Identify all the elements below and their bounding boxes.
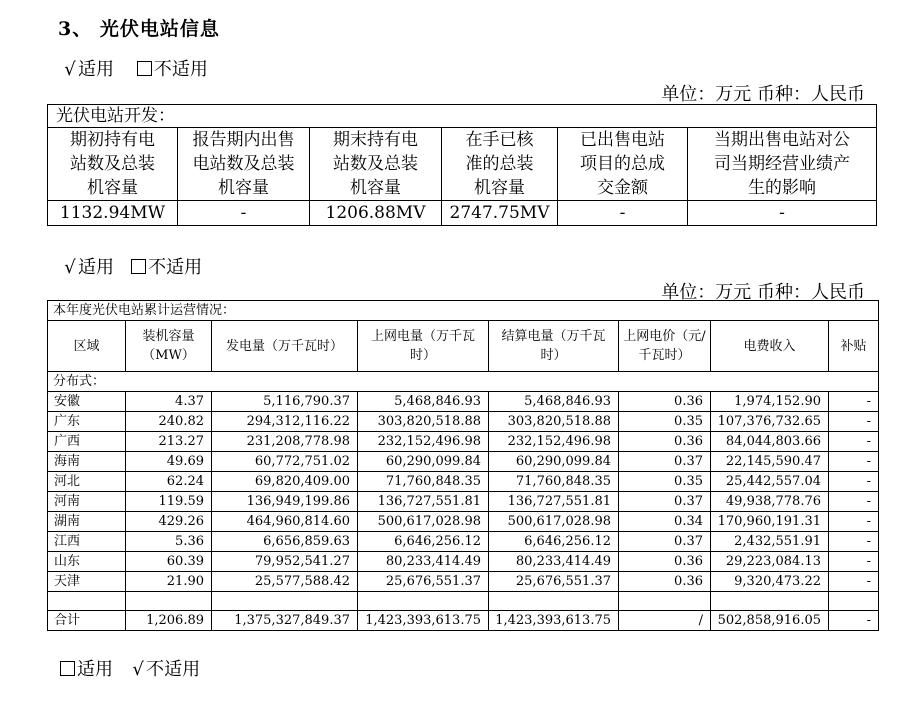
table-row [48, 492, 879, 512]
value-cell: 2747.75MV [442, 201, 558, 226]
value-cell: - [178, 201, 310, 226]
region-cell: 江西 [48, 532, 126, 552]
empty-checkbox-icon [131, 259, 146, 274]
value-cell: 0.36 [619, 392, 711, 412]
value-cell: - [829, 492, 879, 512]
value-cell: 294,312,116.22 [212, 412, 358, 432]
value-cell: 49,938,778.76 [711, 492, 829, 512]
value-cell: 25,442,557.04 [711, 472, 829, 492]
value-cell: 303,820,518.88 [358, 412, 489, 432]
development-value-row [48, 201, 877, 226]
value-cell: 0.35 [619, 472, 711, 492]
value-cell: 232,152,496.98 [358, 432, 489, 452]
table-row [48, 572, 879, 592]
value-cell: 25,676,551.37 [358, 572, 489, 592]
header-cell: 上网电量（万千瓦 时） [358, 321, 489, 372]
value-cell: - [558, 201, 688, 226]
value-cell: 60,772,751.02 [212, 452, 358, 472]
applicable-label: 适用 [77, 659, 113, 680]
value-cell: 232,152,496.98 [489, 432, 619, 452]
checkmark-icon: √ [64, 257, 76, 278]
value-cell: 136,727,551.81 [489, 492, 619, 512]
table-row [48, 412, 879, 432]
value-cell: 71,760,848.35 [358, 472, 489, 492]
total-cell: 合计 [48, 611, 126, 631]
region-cell: 广东 [48, 412, 126, 432]
total-cell: 1,206.89 [126, 611, 212, 631]
development-caption: 光伏电站开发： [48, 105, 877, 128]
value-cell: 62.24 [126, 472, 212, 492]
header-cell: 报告期内出售 电站数及总装 机容量 [178, 128, 310, 201]
header-cell: 发电量（万千瓦时） [212, 321, 358, 372]
header-cell: 期初持有电 站数及总装 机容量 [48, 128, 178, 201]
value-cell: 240.82 [126, 412, 212, 432]
table-row [48, 532, 879, 552]
value-cell: - [829, 472, 879, 492]
total-cell: 502,858,916.05 [711, 611, 829, 631]
applicable-label: 适用 [78, 59, 114, 80]
value-cell: 60,290,099.84 [489, 452, 619, 472]
value-cell: - [829, 552, 879, 572]
pv-development-table [47, 104, 877, 226]
region-cell: 湖南 [48, 512, 126, 532]
value-cell: 231,208,778.98 [212, 432, 358, 452]
value-cell: - [829, 412, 879, 432]
value-cell: 5,116,790.37 [212, 392, 358, 412]
header-cell: 当期出售电站对公 司当期经营业绩产 生的影响 [688, 128, 877, 201]
unit-currency-note: 单位：万元 币种：人民币 [661, 282, 865, 303]
total-cell: / [619, 611, 711, 631]
value-cell: 107,376,732.65 [711, 412, 829, 432]
value-cell: - [829, 452, 879, 472]
group-label-distributed: 分布式： [48, 372, 879, 392]
header-cell: 上网电价（元/ 千瓦时） [619, 321, 711, 372]
value-cell: 9,320,473.22 [711, 572, 829, 592]
value-cell: - [829, 512, 879, 532]
value-cell: 429.26 [126, 512, 212, 532]
header-cell: 装机容量 （MW） [126, 321, 212, 372]
value-cell: 60,290,099.84 [358, 452, 489, 472]
value-cell: 1206.88MV [310, 201, 442, 226]
value-cell: 500,617,028.98 [358, 512, 489, 532]
region-cell: 海南 [48, 452, 126, 472]
value-cell: 6,656,859.63 [212, 532, 358, 552]
value-cell: - [829, 532, 879, 552]
value-cell: 0.37 [619, 452, 711, 472]
value-cell: 5.36 [126, 532, 212, 552]
value-cell: 0.37 [619, 532, 711, 552]
value-cell: 2,432,551.91 [711, 532, 829, 552]
operations-caption: 本年度光伏电站累计运营情况： [48, 301, 879, 321]
region-cell: 河北 [48, 472, 126, 492]
region-cell: 安徽 [48, 392, 126, 412]
table-row [48, 512, 879, 532]
value-cell: 4.37 [126, 392, 212, 412]
value-cell: - [829, 392, 879, 412]
value-cell: 6,646,256.12 [489, 532, 619, 552]
header-cell: 区域 [48, 321, 126, 372]
header-cell: 补贴 [829, 321, 879, 372]
value-cell: - [829, 432, 879, 452]
total-cell: 1,423,393,613.75 [358, 611, 489, 631]
blank-row [48, 592, 879, 611]
header-cell: 电费收入 [711, 321, 829, 372]
value-cell: 69,820,409.00 [212, 472, 358, 492]
header-cell: 在手已核 准的总装 机容量 [442, 128, 558, 201]
value-cell: 0.36 [619, 432, 711, 452]
not-applicable-label: 不适用 [146, 659, 201, 680]
applicability-option-3 [60, 655, 200, 681]
applicability-option-1 [62, 55, 208, 81]
value-cell: 1132.94MW [48, 201, 178, 226]
value-cell: - [688, 201, 877, 226]
table-row [48, 452, 879, 472]
value-cell: 136,949,199.86 [212, 492, 358, 512]
applicable-label: 适用 [78, 257, 114, 278]
value-cell: 71,760,848.35 [489, 472, 619, 492]
region-cell: 天津 [48, 572, 126, 592]
value-cell: 0.35 [619, 412, 711, 432]
value-cell: 25,577,588.42 [212, 572, 358, 592]
value-cell: 5,468,846.93 [489, 392, 619, 412]
value-cell: 0.36 [619, 552, 711, 572]
checkmark-icon: √ [132, 659, 144, 680]
applicability-option-2 [62, 253, 202, 279]
value-cell: 84,044,803.66 [711, 432, 829, 452]
table-row [48, 392, 879, 412]
value-cell: 80,233,414.49 [489, 552, 619, 572]
not-applicable-label: 不适用 [153, 59, 208, 80]
value-cell: 5,468,846.93 [358, 392, 489, 412]
checkmark-icon: √ [64, 59, 76, 80]
operations-header-row [48, 321, 879, 372]
pv-operations-table [47, 300, 879, 631]
value-cell: 25,676,551.37 [489, 572, 619, 592]
value-cell: 6,646,256.12 [358, 532, 489, 552]
total-cell: 1,423,393,613.75 [489, 611, 619, 631]
value-cell: - [829, 572, 879, 592]
value-cell: 213.27 [126, 432, 212, 452]
value-cell: 119.59 [126, 492, 212, 512]
value-cell: 79,952,541.27 [212, 552, 358, 572]
development-header-row [48, 128, 877, 201]
total-row [48, 611, 879, 631]
empty-checkbox-icon [137, 61, 152, 76]
unit-currency-note: 单位：万元 币种：人民币 [661, 84, 865, 105]
value-cell: 49.69 [126, 452, 212, 472]
value-cell: 21.90 [126, 572, 212, 592]
value-cell: 80,233,414.49 [358, 552, 489, 572]
table-row [48, 432, 879, 452]
table-row [48, 472, 879, 492]
value-cell: 170,960,191.31 [711, 512, 829, 532]
section-title: 3、 光伏电站信息 [58, 18, 220, 40]
value-cell: 0.36 [619, 572, 711, 592]
value-cell: 0.37 [619, 492, 711, 512]
value-cell: 1,974,152.90 [711, 392, 829, 412]
total-cell: 1,375,327,849.37 [212, 611, 358, 631]
region-cell: 山东 [48, 552, 126, 572]
header-cell: 期末持有电 站数及总装 机容量 [310, 128, 442, 201]
value-cell: 464,960,814.60 [212, 512, 358, 532]
table-row [48, 552, 879, 572]
value-cell: 0.34 [619, 512, 711, 532]
value-cell: 29,223,084.13 [711, 552, 829, 572]
region-cell: 广西 [48, 432, 126, 452]
header-cell: 已出售电站 项目的总成 交金额 [558, 128, 688, 201]
value-cell: 500,617,028.98 [489, 512, 619, 532]
value-cell: 136,727,551.81 [358, 492, 489, 512]
header-cell: 结算电量（万千瓦 时） [489, 321, 619, 372]
region-cell: 河南 [48, 492, 126, 512]
not-applicable-label: 不适用 [148, 257, 203, 278]
total-cell: - [829, 611, 879, 631]
empty-checkbox-icon [60, 661, 75, 676]
value-cell: 22,145,590.47 [711, 452, 829, 472]
value-cell: 60.39 [126, 552, 212, 572]
value-cell: 303,820,518.88 [489, 412, 619, 432]
